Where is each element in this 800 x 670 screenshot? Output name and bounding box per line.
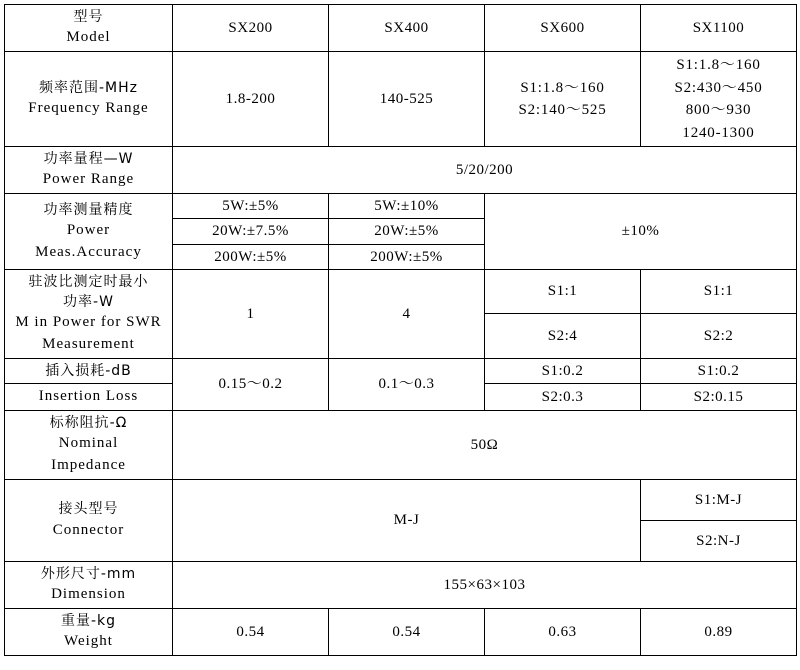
cell-nominal-impedance-all: 50Ω — [173, 410, 797, 479]
row-label-insertion-loss-cn-cell — [5, 358, 173, 383]
table-row-weight — [5, 608, 797, 655]
cell-accuracy-sx400-20w: 20W:±5% — [329, 219, 485, 244]
table-row-power-accuracy-1 — [5, 194, 797, 219]
cell-insertion-loss-sx600-s2: S2:0.3 — [485, 384, 641, 411]
cell-accuracy-sx200-200w: 200W:±5% — [173, 244, 329, 269]
table-row-dimension — [5, 561, 797, 608]
table-row-nominal-impedance — [5, 410, 797, 479]
cell-insertion-loss-sx200: 0.15～0.2 — [173, 358, 329, 410]
row-label-connector — [5, 479, 173, 561]
row-label-dimension-en: Dimension — [51, 586, 126, 603]
cell-weight-sx600: 0.63 — [485, 608, 641, 655]
row-label-power-range — [5, 147, 173, 194]
cell-accuracy-sx200-20w: 20W:±7.5% — [173, 219, 329, 244]
column-header-sx200: SX200 — [173, 5, 329, 52]
cell-frequency-sx1100-line3: 800～930 — [685, 102, 752, 119]
table-row-connector-1 — [5, 479, 797, 520]
cell-accuracy-sx200-5w: 5W:±5% — [173, 194, 329, 219]
cell-connector-sx1100-s1: S1:M-J — [641, 479, 797, 520]
cell-insertion-loss-sx1100-s2: S2:0.15 — [641, 384, 797, 411]
cell-connector-sx1100-s2: S2:N-J — [641, 520, 797, 561]
cell-min-power-sx200: 1 — [173, 269, 329, 358]
cell-frequency-sx600-line1: S1:1.8～160 — [520, 79, 605, 96]
row-label-connector-cn: 接头型号 — [58, 501, 119, 518]
table-row-power-range — [5, 147, 797, 194]
row-label-frequency-range-en: Frequency Range — [28, 100, 149, 117]
row-label-power-accuracy-cn: 功率测量精度 — [43, 201, 134, 218]
row-label-frequency-range-cn: 频率范围-MHz — [38, 80, 138, 97]
row-label-power-range-cn: 功率量程—W — [43, 151, 134, 168]
row-label-min-power-swr-en1: M in Power for SWR — [15, 314, 162, 331]
row-label-model-cn: 型号 — [73, 9, 104, 25]
cell-min-power-sx400: 4 — [329, 269, 485, 358]
table-row-frequency-range — [5, 52, 797, 147]
row-label-weight-cn: 重量-kg — [60, 612, 117, 629]
table-row-insertion-loss-1 — [5, 358, 797, 383]
cell-connector-merged: M-J — [173, 479, 641, 561]
cell-weight-sx200: 0.54 — [173, 608, 329, 655]
cell-min-power-sx1100-s2: S2:2 — [641, 314, 797, 359]
cell-frequency-sx1100 — [641, 52, 797, 147]
cell-frequency-sx1100-line2: S2:430～450 — [674, 79, 763, 96]
row-label-insertion-loss-en-cell — [5, 384, 173, 411]
specifications-table — [4, 4, 797, 656]
cell-insertion-loss-sx600-s1: S1:0.2 — [485, 358, 641, 383]
row-label-dimension-cn: 外形尺寸-mm — [40, 565, 137, 582]
row-label-power-accuracy-en1: Power — [66, 221, 111, 238]
row-label-min-power-swr-cn1: 驻波比测定时最小 — [28, 273, 149, 290]
row-label-dimension — [5, 561, 173, 608]
row-label-power-accuracy — [5, 194, 173, 270]
cell-dimension-all: 155×63×103 — [173, 561, 797, 608]
row-label-power-range-en: Power Range — [42, 171, 135, 188]
row-label-nominal-impedance-en1: Nominal — [58, 435, 119, 452]
row-label-power-accuracy-en2: Meas.Accuracy — [35, 243, 142, 260]
cell-insertion-loss-sx400: 0.1～0.3 — [329, 358, 485, 410]
cell-min-power-sx600-s1: S1:1 — [485, 269, 641, 314]
row-label-min-power-swr-cn2: 功率-W — [63, 294, 114, 311]
cell-frequency-sx1100-line1: S1:1.8～160 — [676, 57, 761, 74]
cell-frequency-sx600 — [485, 52, 641, 147]
cell-power-range-all: 5/20/200 — [173, 147, 797, 194]
row-label-model-en: Model — [66, 29, 111, 46]
cell-frequency-sx600-line2: S2:140～525 — [518, 102, 607, 119]
cell-insertion-loss-sx1100-s1: S1:0.2 — [641, 358, 797, 383]
cell-min-power-sx600-s2: S2:4 — [485, 314, 641, 359]
cell-frequency-sx1100-line4: 1240-1300 — [682, 124, 755, 141]
row-label-connector-en: Connector — [52, 521, 125, 538]
row-label-nominal-impedance-en2: Impedance — [51, 457, 126, 474]
cell-accuracy-sx400-200w: 200W:±5% — [329, 244, 485, 269]
cell-weight-sx1100: 0.89 — [641, 608, 797, 655]
cell-weight-sx400: 0.54 — [329, 608, 485, 655]
row-label-weight-en: Weight — [64, 633, 113, 650]
column-header-sx600: SX600 — [485, 5, 641, 52]
table-row-model — [5, 5, 797, 52]
cell-frequency-sx400: 140-525 — [329, 52, 485, 147]
column-header-sx1100: SX1100 — [641, 5, 797, 52]
row-label-min-power-swr — [5, 269, 173, 358]
table-row-min-power-swr-1 — [5, 269, 797, 314]
cell-frequency-sx200: 1.8-200 — [173, 52, 329, 147]
cell-min-power-sx1100-s1: S1:1 — [641, 269, 797, 314]
row-label-min-power-swr-en2: Measurement — [42, 336, 135, 353]
row-label-nominal-impedance-cn: 标称阻抗-Ω — [49, 414, 128, 431]
row-label-nominal-impedance — [5, 410, 173, 479]
cell-accuracy-merged: ±10% — [485, 194, 797, 270]
row-label-insertion-loss-en: Insertion Loss — [38, 388, 139, 405]
cell-accuracy-sx400-5w: 5W:±10% — [329, 194, 485, 219]
row-label-weight — [5, 608, 173, 655]
row-label-frequency-range — [5, 52, 173, 147]
row-label-model — [5, 5, 173, 52]
row-label-insertion-loss-cn: 插入损耗-dB — [45, 362, 132, 379]
column-header-sx400: SX400 — [329, 5, 485, 52]
